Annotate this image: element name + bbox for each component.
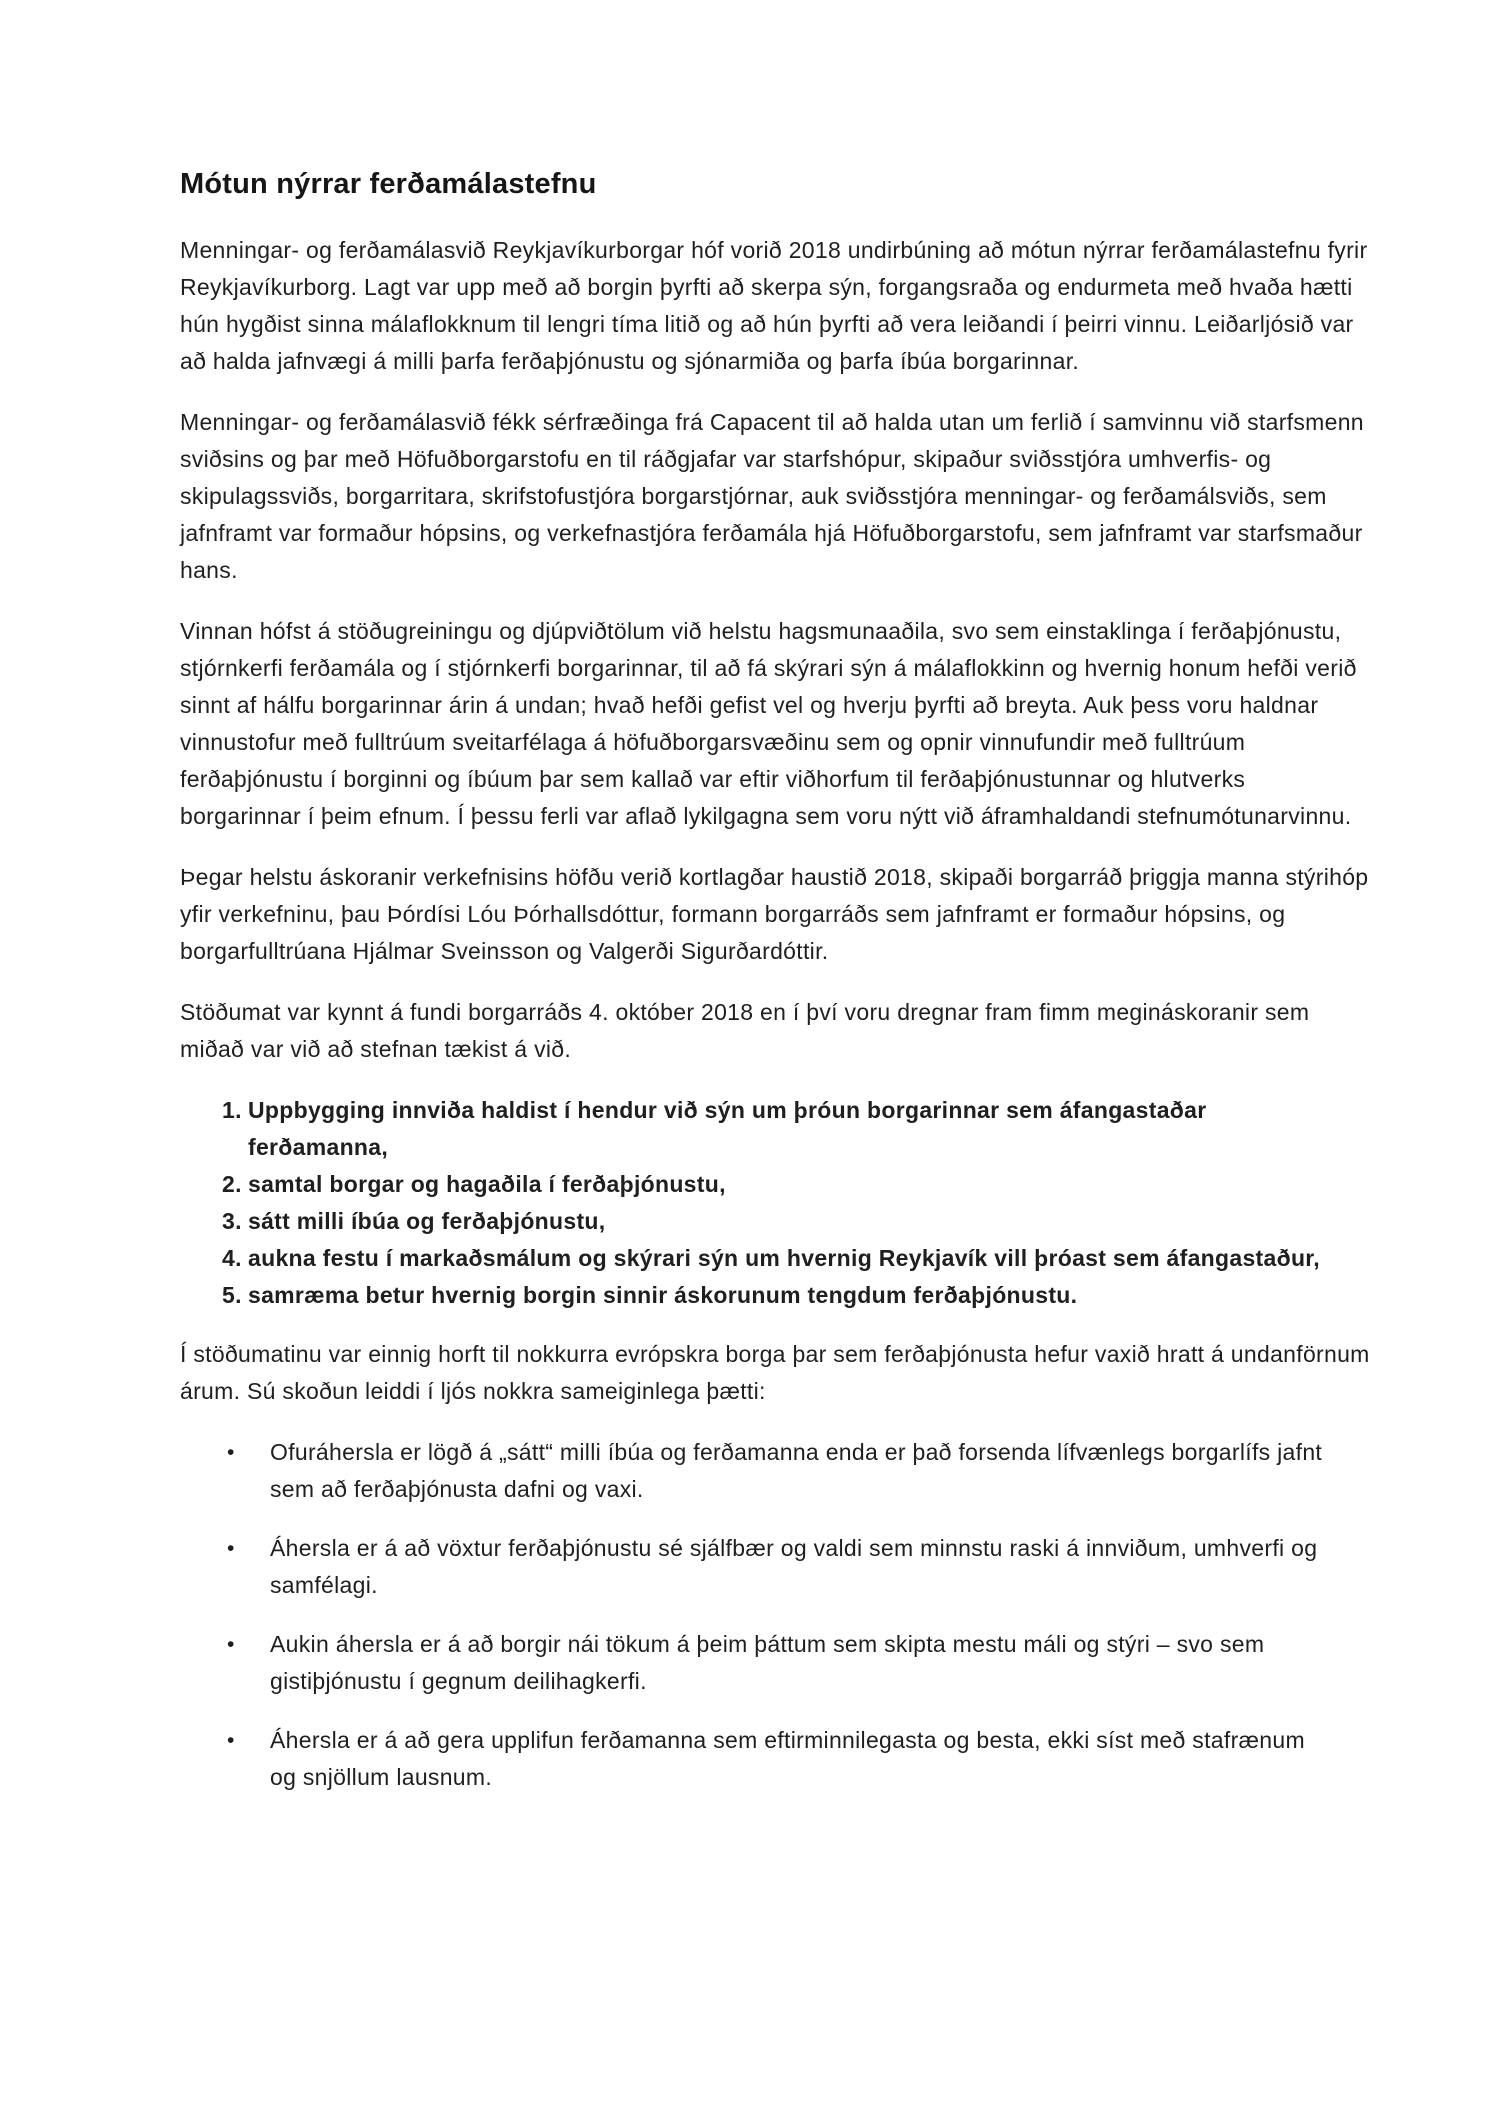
bullet-list-item <box>180 1434 1330 1508</box>
paragraph-4: Þegar helstu áskoranir verkefnisins höfðu verið kortlagðar haustið 2018, skipaði borgarráð þriggja manna stýrihóp yfir verkefninu, þau Þórdísi Lóu Þórhallsdóttur, formann borgarráðs sem jafnframt er formaður hópsins, og borgarfulltrúana Hjálmar Sveinsson og Valgerði Sigurðardóttir. <box>180 864 1369 964</box>
bullet-icon: • <box>227 1537 235 1560</box>
bullet-item-text: Áhersla er á að vöxtur ferðaþjónustu sé sjálfbær og valdi sem minnstu raski á innviðum, umhverfi og samfélagi. <box>270 1535 1318 1598</box>
bullet-item-text: Aukin áhersla er á að borgir nái tökum á þeim þáttum sem skipta mestu máli og stýri – svo sem gistiþjónustu í gegnum deilihagkerfi. <box>270 1631 1265 1694</box>
numbered-list <box>180 1092 1330 1314</box>
numbered-item-text: sátt milli íbúa og ferðaþjónustu, <box>248 1208 606 1234</box>
numbered-list-item <box>180 1166 1330 1203</box>
numbered-list-item <box>180 1203 1330 1240</box>
bullet-list-item <box>180 1722 1330 1796</box>
bullet-icon: • <box>227 1729 235 1752</box>
bullet-list <box>180 1434 1330 1796</box>
paragraph-3: Vinnan hófst á stöðugreiningu og djúpviðtölum við helstu hagsmunaaðila, svo sem einstaklinga í ferðaþjónustu, stjórnkerfi ferðamála og í stjórnkerfi borgarinnar, til að fá skýrari sýn á málaflokkinn og hvernig honum hefði verið sinnt af hálfu borgarinnar árin á undan; hvað hefði gefist vel og hverju þyrfti að breyta. Auk þess voru haldnar vinnustofur með fulltrúum sveitarfélaga á höfuðborgarsvæðinu sem og opnir vinnufundir með fulltrúum ferðaþjónustu í borginni og íbúum þar sem kallað var eftir viðhorfum til ferðaþjónustunnar og hlutverks borgarinnar í þeim efnum. Í þessu ferli var aflað lykilgagna sem voru nýtt við áframhaldandi stefnumótunarvinnu. <box>180 618 1357 829</box>
list-number: 4. <box>222 1245 242 1271</box>
bullet-list-item <box>180 1530 1330 1604</box>
list-number: 1. <box>222 1097 242 1123</box>
list-number: 2. <box>222 1171 242 1197</box>
numbered-list-item <box>180 1092 1330 1166</box>
numbered-item-text: samtal borgar og hagaðila í ferðaþjónustu, <box>248 1171 726 1197</box>
numbered-list-item <box>180 1240 1330 1277</box>
numbered-item-text: aukna festu í markaðsmálum og skýrari sýn um hvernig Reykjavík vill þróast sem áfangastaður, <box>248 1245 1320 1271</box>
bullet-item-text: Áhersla er á að gera upplifun ferðamanna sem eftirminnilegasta og besta, ekki síst með stafrænum og snjöllum lausnum. <box>270 1727 1305 1790</box>
numbered-item-text: samræma betur hvernig borgin sinnir áskorunum tengdum ferðaþjónustu. <box>248 1282 1078 1308</box>
bullet-list-item <box>180 1626 1330 1700</box>
numbered-item-text: Uppbygging innviða haldist í hendur við sýn um þróun borgarinnar sem áfangastaðar ferðamanna, <box>248 1097 1207 1160</box>
bullet-item-text: Ofuráhersla er lögð á „sátt“ milli íbúa og ferðamanna enda er það forsenda lífvænlegs borgarlífs jafnt sem að ferðaþjónusta dafni og vaxi. <box>270 1439 1323 1502</box>
paragraph-6: Í stöðumatinu var einnig horft til nokkurra evrópskra borga þar sem ferðaþjónusta hefur vaxið hratt á undanförnum árum. Sú skoðun leiddi í ljós nokkra sameiginlega þætti: <box>180 1341 1370 1404</box>
list-number: 3. <box>222 1208 242 1234</box>
page-title: Mótun nýrrar ferðamálastefnu <box>180 168 597 200</box>
paragraph-2: Menningar- og ferðamálasvið fékk sérfræðinga frá Capacent til að halda utan um ferlið í samvinnu við starfsmenn sviðsins og þar með Höfuðborgarstofu en til ráðgjafar var starfshópur, skipaður sviðsstjóra umhverfis- og skipulagssviðs, borgarritara, skrifstofustjóra borgarstjórnar, auk sviðsstjóra menningar- og ferðamálsviðs, sem jafnframt var formaður hópsins, og verkefnastjóra ferðamála hjá Höfuðborgarstofu, sem jafnframt var starfsmaður hans. <box>180 409 1364 583</box>
numbered-list-item <box>180 1277 1330 1314</box>
paragraph-1: Menningar- og ferðamálasvið Reykjavíkurborgar hóf vorið 2018 undirbúning að mótun nýrrar ferðamálastefnu fyrir Reykjavíkurborg. Lagt var upp með að borgin þyrfti að skerpa sýn, forgangsraða og endurmeta með hvaða hætti hún hygðist sinna málaflokknum til lengri tíma litið og að hún þyrfti að vera leiðandi í þeirri vinnu. Leiðarljósið var að halda jafnvægi á milli þarfa ferðaþjónustu og sjónarmiða og þarfa íbúa borgarinnar. <box>180 237 1368 374</box>
list-number: 5. <box>222 1282 242 1308</box>
bullet-icon: • <box>227 1633 235 1656</box>
bullet-icon: • <box>227 1441 235 1464</box>
paragraph-5: Stöðumat var kynnt á fundi borgarráðs 4. október 2018 en í því voru dregnar fram fimm megináskoranir sem miðað var við að stefnan tækist á við. <box>180 999 1310 1062</box>
